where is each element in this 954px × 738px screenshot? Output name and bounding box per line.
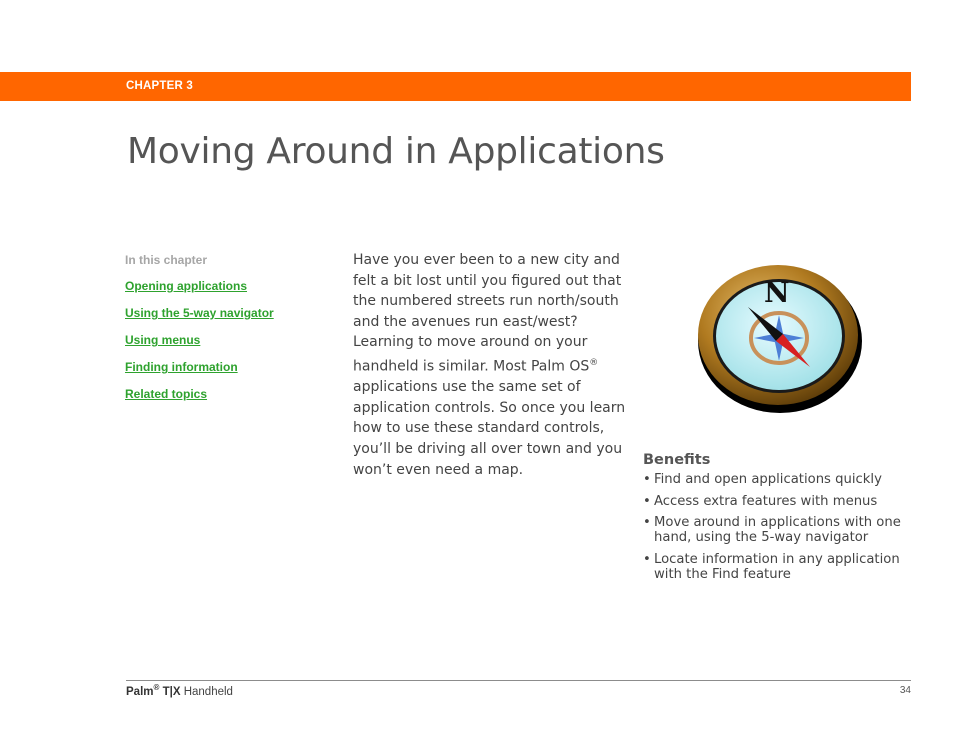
- list-item: [643, 515, 918, 545]
- toc-link-finding-information[interactable]: Finding information: [125, 360, 238, 374]
- list-item: [643, 472, 918, 487]
- bullet: •: [643, 472, 651, 487]
- benefit-text: Find and open applications quickly: [654, 472, 882, 487]
- page-number: 34: [899, 685, 911, 696]
- intro-text-before: Have you ever been to a new city and felt a bit lost until you figured out that the numbered streets run north/south and the avenues run east/west? Learning to move around on your handheld is similar. Most Palm OS: [353, 252, 622, 375]
- toc-link-opening-applications[interactable]: Opening applications: [125, 279, 248, 293]
- registered-mark: ®: [589, 357, 599, 368]
- footer-brand: Palm: [126, 685, 154, 698]
- compass-north-letter: N: [764, 276, 790, 309]
- list-item: [643, 494, 918, 509]
- benefit-text: Locate information in any application with the Find feature: [654, 551, 900, 582]
- intro-paragraph: [353, 250, 628, 480]
- bullet: •: [643, 551, 651, 567]
- page-title: Moving Around in Applications: [127, 131, 665, 172]
- benefit-text: Move around in applications with one hand, using the 5-way navigator: [654, 515, 901, 545]
- intro-text-after: applications use the same set of application controls. So once you learn how to use these standard controls, you’ll be driving all over town and you won’t even need a map.: [353, 379, 626, 478]
- bullet: •: [643, 493, 651, 509]
- footer-registered-mark: ®: [153, 683, 160, 692]
- chapter-label: CHAPTER 3: [126, 80, 193, 92]
- bullet: •: [643, 515, 651, 530]
- toc-heading: In this chapter: [125, 253, 208, 267]
- chapter-contents: [125, 253, 325, 414]
- footer-product-type: Handheld: [180, 685, 233, 698]
- compass-icon: [690, 255, 870, 420]
- list-item: [643, 552, 918, 582]
- benefits-box: [643, 452, 918, 588]
- footer-divider: [126, 680, 911, 681]
- chapter-header-bar: [0, 72, 911, 101]
- toc-link-using-menus[interactable]: Using menus: [125, 333, 201, 347]
- footer-model: T|X: [159, 685, 181, 698]
- toc-link-related-topics[interactable]: Related topics: [125, 387, 208, 401]
- footer-product: [126, 683, 233, 698]
- benefit-text: Access extra features with menus: [654, 493, 878, 509]
- benefits-list: [643, 472, 918, 582]
- benefits-heading: Benefits: [643, 452, 711, 468]
- toc-link-5-way-navigator[interactable]: Using the 5-way navigator: [125, 306, 274, 320]
